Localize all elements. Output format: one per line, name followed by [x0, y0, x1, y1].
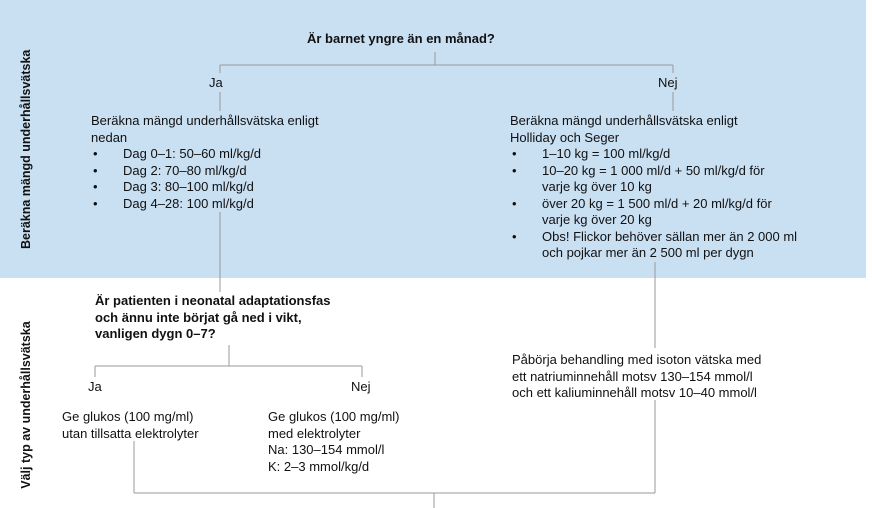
side-label-calculate: Beräkna mängd underhållsvätska: [19, 49, 33, 249]
left-calc-heading-1: Beräkna mängd underhållsvätska enligt: [91, 113, 319, 128]
list-item: • Obs! Flickor behöver sällan mer än 2 000 ml och pojkar mer än 2 500 ml per dygn: [510, 229, 797, 262]
left-calc-list: [91, 146, 319, 212]
list-item: • över 20 kg = 1 500 ml/d + 20 ml/kg/d för varje kg över 20 kg: [510, 196, 797, 229]
question-age: Är barnet yngre än en månad?: [307, 31, 495, 46]
list-item: • Dag 2: 70–80 ml/kg/d: [91, 163, 319, 180]
right-calc-box: [510, 113, 797, 262]
answer-q1-yes: Ja: [209, 75, 223, 90]
list-item: • 1–10 kg = 100 ml/kg/d: [510, 146, 797, 163]
right-calc-heading-1: Beräkna mängd underhållsvätska enligt: [510, 113, 738, 128]
list-item: • Dag 3: 80–100 ml/kg/d: [91, 179, 319, 196]
list-item: • 10–20 kg = 1 000 ml/d + 50 ml/kg/d för varje kg över 10 kg: [510, 163, 797, 196]
list-item: • Dag 4–28: 100 ml/kg/d: [91, 196, 319, 213]
question-neonatal-phase: Är patienten i neonatal adaptationsfas och ännu inte börjat gå ned i vikt, vanligen dygn 0–7?: [95, 293, 331, 341]
list-item: • Dag 0–1: 50–60 ml/kg/d: [91, 146, 319, 163]
glucose-with-electrolytes-box: Ge glukos (100 mg/ml) med elektrolyter Na: 130–154 mmol/l K: 2–3 mmol/kg/d: [268, 409, 400, 474]
right-calc-heading-2: Holliday och Seger: [510, 129, 620, 145]
isotonic-fluid-box: Påbörja behandling med isoton vätska med ett natriuminnehåll motsv 130–154 mmol/l och ett kaliuminnehåll motsv 10–40 mmol/l: [512, 352, 762, 400]
left-calc-heading-2: nedan: [91, 129, 128, 145]
left-calc-box: [91, 113, 319, 212]
answer-q2-no: Nej: [351, 379, 371, 394]
answer-q2-yes: Ja: [88, 379, 102, 394]
side-label-choose-type: Välj typ av underhållsvätska: [19, 321, 33, 489]
answer-q1-no: Nej: [658, 75, 678, 90]
right-calc-list: [510, 146, 797, 262]
glucose-without-electrolytes-box: Ge glukos (100 mg/ml) utan tillsatta elektrolyter: [62, 409, 199, 441]
